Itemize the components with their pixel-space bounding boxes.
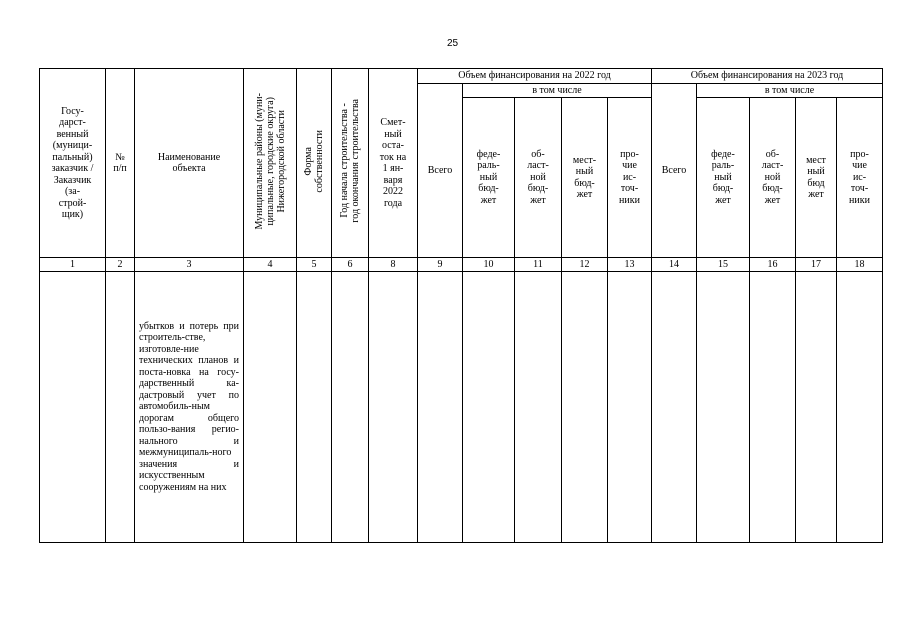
cell-total-2022: [418, 272, 463, 543]
header-years: Год начала строительства - год окончания строительства: [339, 99, 361, 224]
column-number: 14: [652, 258, 697, 272]
cell-federal-2023: [697, 272, 750, 543]
header-number: № п/п: [106, 69, 135, 258]
header-federal-2022: феде- раль- ный бюд- жет: [463, 98, 515, 258]
column-number: 6: [332, 258, 369, 272]
header-local-2022: мест- ный бюд- жет: [562, 98, 608, 258]
header-years-cell: [332, 69, 369, 258]
cell-other-2023: [837, 272, 883, 543]
column-number: 10: [463, 258, 515, 272]
header-fin-2022: Объем финансирования на 2022 год: [418, 69, 652, 84]
cell-number: [106, 272, 135, 543]
header-object-name: Наименование объекта: [135, 69, 244, 258]
cell-other-2022: [608, 272, 652, 543]
table-row: [40, 272, 883, 543]
column-number: 11: [515, 258, 562, 272]
cell-object-description: убытков и потерь при строитель-стве, изготовле-ние технических планов и поста-новка на госу-дарственный ка-дастровый учет по автомобиль-ным дорогам общего пользо-вания регио-нального и межмуниципаль-ного значения и искусственным сооружениям на них: [135, 272, 244, 543]
column-number: 13: [608, 258, 652, 272]
header-other-2022: про- чие ис- точ- ники: [608, 98, 652, 258]
header-districts-cell: [244, 69, 297, 258]
cell-estimate: [369, 272, 418, 543]
column-number: 17: [796, 258, 837, 272]
cell-customer: [40, 272, 106, 543]
column-number: 9: [418, 258, 463, 272]
column-number: 1: [40, 258, 106, 272]
cell-years: [332, 272, 369, 543]
header-local-2023: мест ный бюд жет: [796, 98, 837, 258]
header-fin-2023: Объем финансирования на 2023 год: [652, 69, 883, 84]
header-regional-2023: об- ласт- ной бюд- жет: [750, 98, 796, 258]
cell-total-2023: [652, 272, 697, 543]
header-ownership: Форма собственности: [303, 129, 325, 193]
column-number: 15: [697, 258, 750, 272]
header-federal-2023: феде- раль- ный бюд- жет: [697, 98, 750, 258]
cell-ownership: [297, 272, 332, 543]
column-number: 3: [135, 258, 244, 272]
page-number: 25: [446, 38, 459, 49]
header-regional-2022: об- ласт- ной бюд- жет: [515, 98, 562, 258]
column-numbers-row: [40, 258, 883, 272]
cell-districts: [244, 272, 297, 543]
column-number: 5: [297, 258, 332, 272]
header-total-2023: Всего: [652, 84, 697, 258]
column-number: 18: [837, 258, 883, 272]
column-number: 12: [562, 258, 608, 272]
header-estimate: Смет- ный оста- ток на 1 ян- варя 2022 года: [369, 69, 418, 258]
header-other-2023: про- чие ис- точ- ники: [837, 98, 883, 258]
cell-regional-2023: [750, 272, 796, 543]
header-total-2022: Всего: [418, 84, 463, 258]
header-including-2022: в том числе: [463, 84, 652, 98]
column-number: 4: [244, 258, 297, 272]
cell-local-2022: [562, 272, 608, 543]
cell-local-2023: [796, 272, 837, 543]
column-number: 2: [106, 258, 135, 272]
financing-table: [39, 68, 883, 543]
header-ownership-cell: [297, 69, 332, 258]
header-customer: Госу- дарст- венный (муници- пальный) заказчик / Заказчик (за- строй- щик): [40, 69, 106, 258]
column-number: 8: [369, 258, 418, 272]
cell-regional-2022: [515, 272, 562, 543]
column-number: 16: [750, 258, 796, 272]
cell-federal-2022: [463, 272, 515, 543]
header-districts: Муниципальные районы (муни- ципальные, городские округа) Нижегородской области: [253, 92, 287, 230]
header-including-2023: в том числе: [697, 84, 883, 98]
